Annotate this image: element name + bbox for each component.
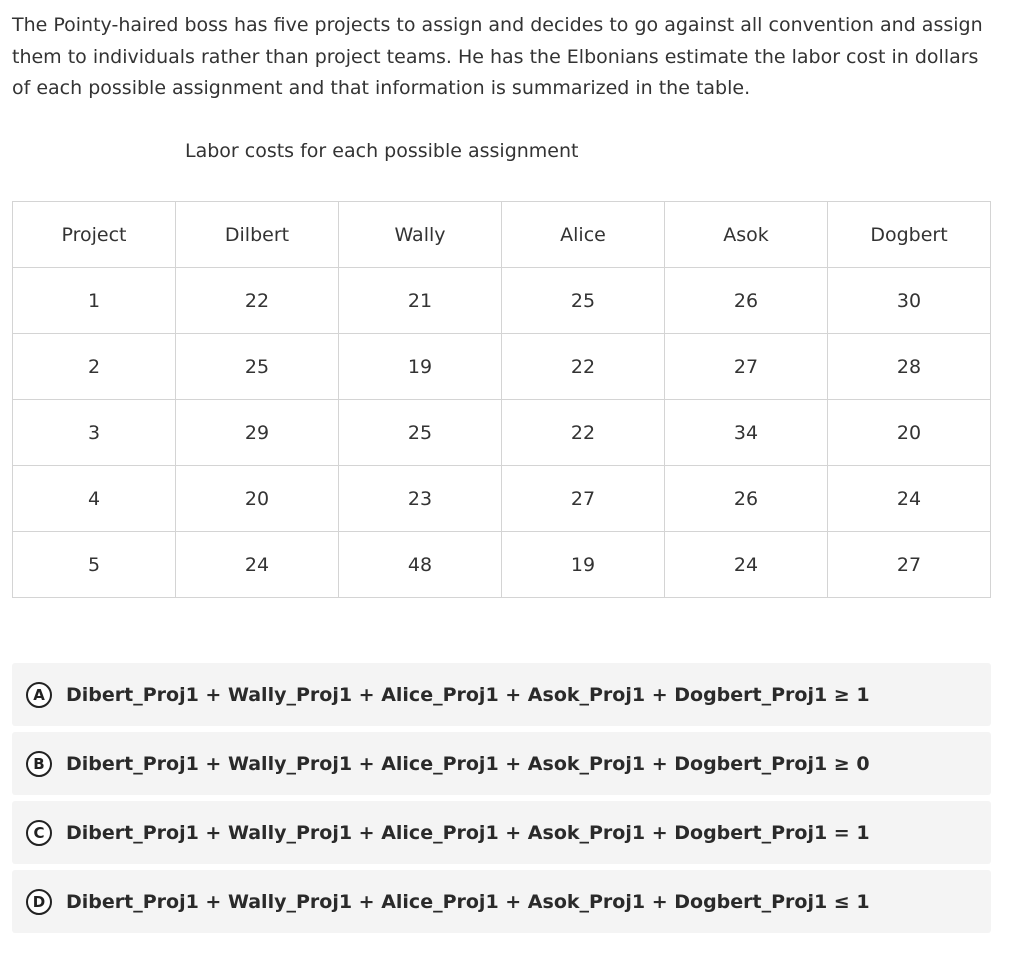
- cell-wally: 21: [339, 268, 502, 334]
- header-alice: Alice: [502, 202, 665, 268]
- cell-dilbert: 22: [176, 268, 339, 334]
- option-text: Dibert_Proj1 + Wally_Proj1 + Alice_Proj1 + Asok_Proj1 + Dogbert_Proj1 = 1: [66, 821, 870, 844]
- table-row: [13, 400, 991, 466]
- option-b[interactable]: [12, 732, 991, 795]
- header-wally: Wally: [339, 202, 502, 268]
- cell-dilbert: 24: [176, 532, 339, 598]
- cell-dogbert: 28: [828, 334, 991, 400]
- header-project: Project: [13, 202, 176, 268]
- table-row: [13, 466, 991, 532]
- cell-asok: 34: [665, 400, 828, 466]
- cell-dogbert: 24: [828, 466, 991, 532]
- cell-wally: 19: [339, 334, 502, 400]
- cell-dogbert: 30: [828, 268, 991, 334]
- cell-asok: 24: [665, 532, 828, 598]
- header-dogbert: Dogbert: [828, 202, 991, 268]
- cell-asok: 26: [665, 268, 828, 334]
- cell-asok: 27: [665, 334, 828, 400]
- option-d[interactable]: [12, 870, 991, 933]
- table-caption: Labor costs for each possible assignment: [185, 140, 579, 162]
- cell-project: 1: [13, 268, 176, 334]
- cell-alice: 27: [502, 466, 665, 532]
- table-row: [13, 532, 991, 598]
- header-dilbert: Dilbert: [176, 202, 339, 268]
- cell-project: 3: [13, 400, 176, 466]
- answer-options: [12, 663, 991, 939]
- cell-dogbert: 27: [828, 532, 991, 598]
- table-header-row: [13, 202, 991, 268]
- option-text: Dibert_Proj1 + Wally_Proj1 + Alice_Proj1 + Asok_Proj1 + Dogbert_Proj1 ≥ 0: [66, 752, 870, 775]
- option-letter-badge: D: [26, 889, 52, 915]
- option-letter-badge: A: [26, 682, 52, 708]
- header-asok: Asok: [665, 202, 828, 268]
- option-text: Dibert_Proj1 + Wally_Proj1 + Alice_Proj1 + Asok_Proj1 + Dogbert_Proj1 ≥ 1: [66, 683, 870, 706]
- table-row: [13, 268, 991, 334]
- cell-alice: 19: [502, 532, 665, 598]
- cell-dilbert: 29: [176, 400, 339, 466]
- option-a[interactable]: [12, 663, 991, 726]
- labor-cost-table: [12, 201, 991, 598]
- table-row: [13, 334, 991, 400]
- cell-wally: 25: [339, 400, 502, 466]
- cell-project: 5: [13, 532, 176, 598]
- cell-wally: 48: [339, 532, 502, 598]
- cell-project: 2: [13, 334, 176, 400]
- cell-dogbert: 20: [828, 400, 991, 466]
- option-letter-badge: C: [26, 820, 52, 846]
- cell-alice: 25: [502, 268, 665, 334]
- option-c[interactable]: [12, 801, 991, 864]
- question-text: The Pointy-haired boss has five projects to assign and decides to go against all convention and assign them to individuals rather than project teams. He has the Elbonians estimate the labor cost in dollars of each possible assignment and that information is summarized in the table.: [12, 14, 983, 99]
- cell-asok: 26: [665, 466, 828, 532]
- cell-dilbert: 20: [176, 466, 339, 532]
- cell-project: 4: [13, 466, 176, 532]
- cell-dilbert: 25: [176, 334, 339, 400]
- cell-wally: 23: [339, 466, 502, 532]
- option-letter-badge: B: [26, 751, 52, 777]
- cell-alice: 22: [502, 334, 665, 400]
- option-text: Dibert_Proj1 + Wally_Proj1 + Alice_Proj1 + Asok_Proj1 + Dogbert_Proj1 ≤ 1: [66, 890, 870, 913]
- cell-alice: 22: [502, 400, 665, 466]
